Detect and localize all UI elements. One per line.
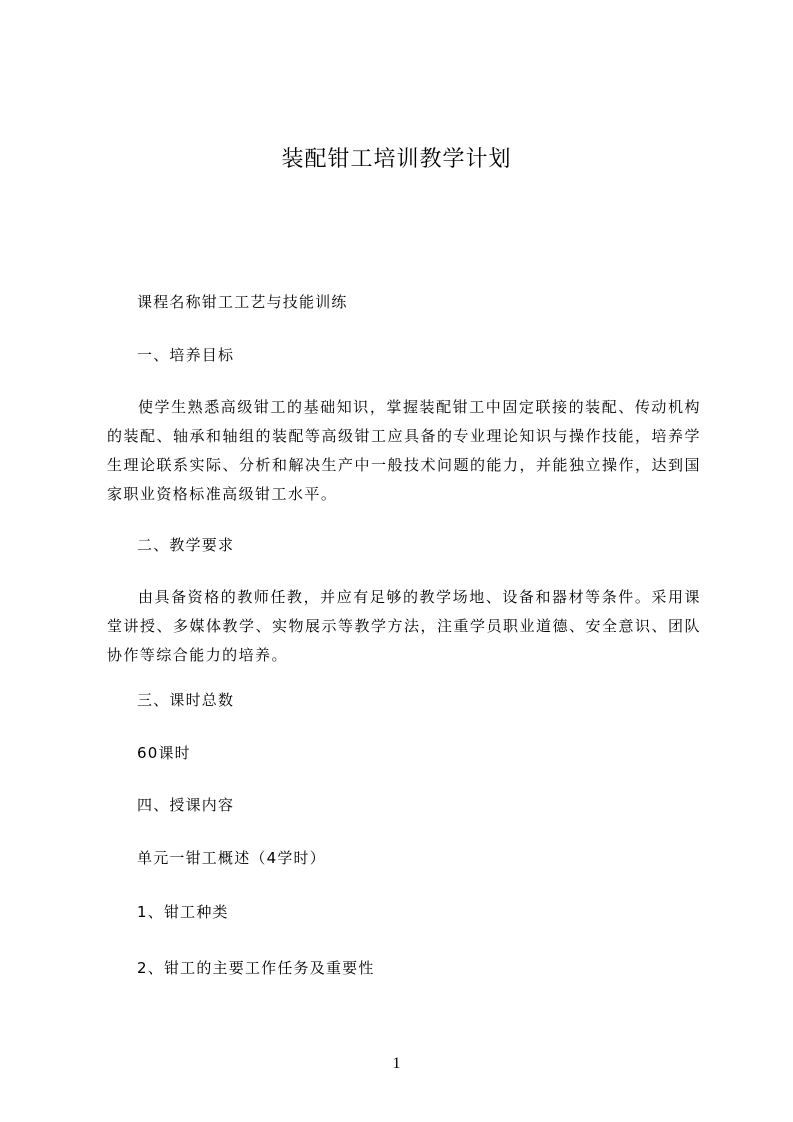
total-hours: 60课时: [137, 744, 191, 762]
course-name: 课程名称钳工工艺与技能训练: [137, 293, 348, 311]
section-paragraph: 使学生熟悉高级钳工的基础知识，掌握装配钳工中固定联接的装配、传动机构的装配、轴承和轴组的装配等高级钳工应具备的专业理论知识与操作技能，培养学生理论联系实际、分析和解决生产中一般技术问题的能力，并能独立操作，达到国家职业资格标准高级钳工水平。: [107, 398, 701, 503]
unit-item: 1、钳工种类: [137, 903, 229, 921]
section-paragraph: 由具备资格的教师任教，并应有足够的教学场地、设备和器材等条件。采用课堂讲授、多媒体教学、实物展示等教学方法，注重学员职业道德、安全意识、团队协作等综合能力的培养。: [107, 588, 701, 664]
page-number: 1: [392, 1055, 401, 1072]
document-title: 装配钳工培训教学计划: [281, 147, 512, 172]
section-heading: 一、培养目标: [137, 346, 235, 364]
unit-item: 2、钳工的主要工作任务及重要性: [137, 959, 375, 977]
unit-title: 单元一钳工概述（4学时）: [137, 849, 326, 867]
section-heading: 四、授课内容: [137, 796, 235, 814]
section-heading: 三、课时总数: [137, 691, 235, 709]
section-heading: 二、教学要求: [137, 536, 235, 554]
